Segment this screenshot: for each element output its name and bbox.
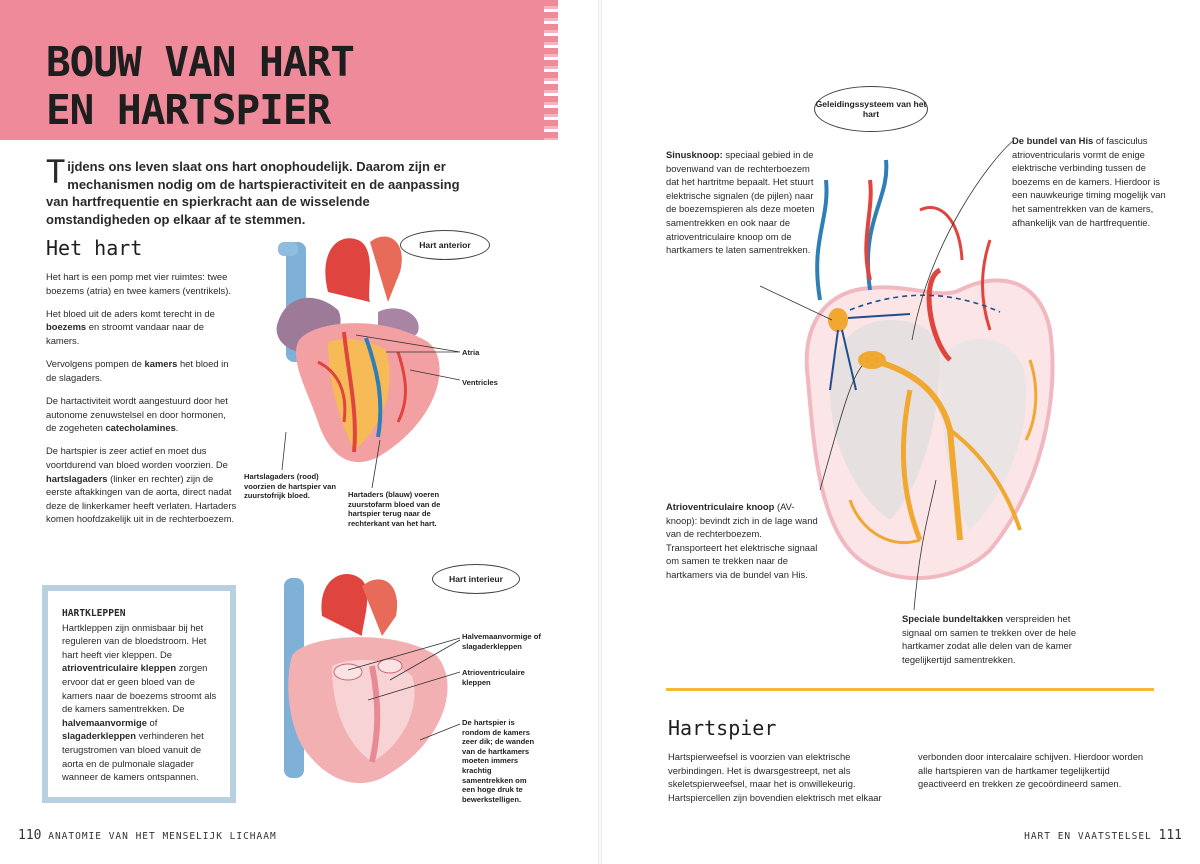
title-line-2: EN HARTSPIER bbox=[46, 86, 331, 134]
section-heading-het-hart: Het hart bbox=[46, 236, 143, 260]
folio-left: 110 ANATOMIE VAN HET MENSELIJK LICHAAM bbox=[18, 828, 277, 843]
title-line-1: BOUW VAN HART bbox=[46, 38, 354, 86]
bundeltakken-text: Speciale bundeltakken verspreiden het signaal om samen te trekken over de hele hartkamer zodat alle delen van de kamer tegelijkertijd samentrekken. bbox=[902, 613, 1077, 665]
hart-anterior-bubble: Hart anterior bbox=[400, 230, 490, 260]
section-divider bbox=[666, 688, 1154, 691]
label-halvemaanvormige: Halvemaanvormige of slagaderkleppen bbox=[462, 632, 541, 651]
label-ventricles: Ventricles bbox=[462, 378, 498, 387]
paragraph: Het hart is een pomp met vier ruimtes: twee boezems (atria) en twee kamers (ventrikels). bbox=[46, 271, 231, 296]
box-text: Hartkleppen zijn onmisbaar bij het reguleren van de bloedstroom. Het hart heeft vier kleppen. De atrioventriculaire kleppen zorgen ervoor dat er geen bloed van de kamers naar de boezems stroomt als de kamers samentrekken. De halvemaanvormige of slagaderkleppen verhinderen het terugstromen van bloed vanuit de aorta en de pulmonale slagader wanneer de kamers ontspannen. bbox=[62, 621, 217, 783]
sinusknoop-text: Sinusknoop: speciaal gebied in de bovenwand van de rechterboezem dat het hartritme bepaalt. Het stuurt elektrische signalen (de pijlen) naar de boezemspieren als deze moeten samentrekken en ook naar de atrioventriculaire knoop om de hartkamers te laten samentrekken. bbox=[666, 149, 815, 256]
label-hartslagaders: Hartslagaders (rood) voorzien de hartspier van zuurstofrijk bloed. bbox=[244, 472, 336, 501]
label-hartspier-dik: De hartspier is rondom de kamers zeer dik; de wanden van de hartkamers moeten immers krachtig samentrekken om een hoge druk te bewerkstelligen. bbox=[462, 718, 535, 804]
bundel-van-his-text: De bundel van His of fasciculus atrioventricularis vormt de enige elektrische verbinding tussen de boezems en de kamers. Hierdoor is een nauwkeurige timing mogelijk van het samentrekken van de kamers, afhankelijk van de hartfrequentie. bbox=[1012, 135, 1166, 228]
folio-right: HART EN VAATSTELSEL 111 bbox=[1024, 828, 1182, 843]
drop-cap: T bbox=[46, 153, 66, 191]
label-hartaders: Hartaders (blauw) voeren zuurstofarm bloed van de hartspier terug naar de rechterkant van het hart. bbox=[348, 490, 441, 528]
right-page bbox=[600, 0, 1200, 864]
label-atria: Atria bbox=[462, 348, 480, 357]
av-knoop-text: Atrioventriculaire knoop (AV-knoop): bevindt zich in de lage wand van de rechterboezem. Transporteert het elektrische signaal om samen te trekken naar de hartkamers via de bundel van His. bbox=[666, 501, 818, 580]
paragraph: Vervolgens pompen de kamers het bloed in de slagaders. bbox=[46, 358, 229, 383]
hartspier-col2: verbonden door intercalaire schijven. Hierdoor worden alle hartspieren van de hartkamer tegelijkertijd geactiveerd en trekken ze gecoördineerd samen. bbox=[918, 751, 1144, 790]
geleidingssysteem-bubble: Geleidingssysteem van het hart bbox=[814, 86, 928, 132]
paragraph: Het bloed uit de aders komt terecht in de boezems en stroomt vandaar naar de kamers. bbox=[46, 307, 215, 346]
label-atrioventriculaire-kleppen: Atrioventriculaire kleppen bbox=[462, 668, 525, 687]
hartspier-col1: Hartspierweefsel is voorzien van elektrische verbindingen. Het is dwarsgestreept, net als skeletspierweefsel, maar het is onwillekeurig. Hartspiercellen zijn bovendien elektrisch met elkaar bbox=[668, 751, 882, 803]
paragraph: De hartspier is zeer actief en moet dus voortdurend van bloed worden voorzien. De hartslagaders (linker en rechter) zijn de eerste aftakkingen van de aorta, direct nadat deze de linkerkamer heeft verlaten. Hartaders komen hoofdzakelijk uit in de rechterboezem. bbox=[46, 445, 237, 525]
box-heading: HARTKLEPPEN bbox=[62, 608, 126, 619]
hart-interieur-bubble: Hart interieur bbox=[432, 564, 520, 594]
paragraph: De hartactiviteit wordt aangestuurd door het autonome zenuwstelsel en door hormonen, de zogeheten catecholamines. bbox=[46, 394, 228, 434]
intro-text: ijdens ons leven slaat ons hart onophoudelijk. Daarom zijn er mechanismen nodig om de hartspieractiviteit en de aanpassing van hartfrequentie en spierkracht aan de wisselende omstandigheden op elkaar af te stemmen. bbox=[46, 159, 460, 227]
section-heading-hartspier: Hartspier bbox=[668, 716, 777, 740]
